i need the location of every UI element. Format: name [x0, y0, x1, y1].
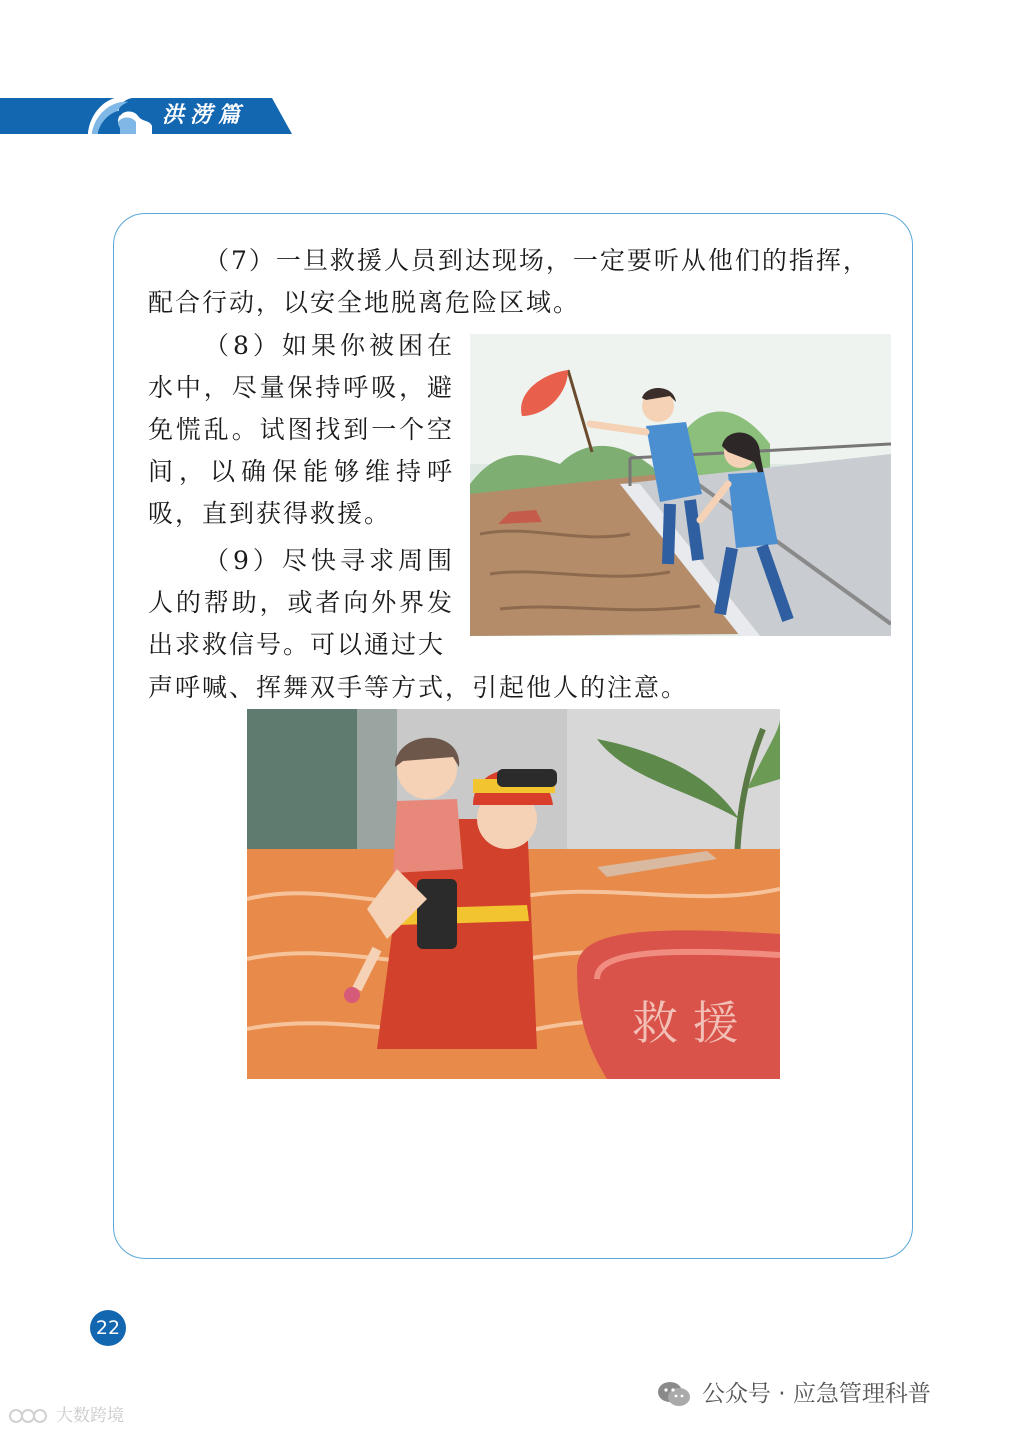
page-number: 22	[90, 1310, 126, 1346]
illustration-signaling-for-help	[470, 334, 891, 636]
boat-label: 救 援	[632, 996, 739, 1050]
watermark-official-account	[656, 1376, 931, 1412]
paragraph-9-end: 声呼喊、挥舞双手等方式，引起他人的注意。	[148, 673, 689, 702]
illustration-firefighter-rescue	[247, 709, 780, 1079]
section-title: 洪涝篇	[162, 103, 247, 128]
wechat-icon	[656, 1380, 692, 1408]
brand-logo-icon	[8, 1406, 52, 1426]
watermark-brand-text: 大数跨境	[56, 1406, 124, 1426]
paragraph-8: （8）如果你被困在水中，尽量保持呼吸，避免慌乱。试图找到一个空间，以确保能够维持呼吸，直到获得救援。	[148, 331, 454, 528]
paragraph-9-start: （9）尽快寻求周围人的帮助，或者向外界发出求救信号。可以通过大	[148, 546, 454, 659]
wave-icon	[84, 86, 154, 136]
watermark-brand	[8, 1402, 124, 1430]
paragraph-7: （7）一旦救援人员到达现场，一定要听从他们的指挥，配合行动，以安全地脱离危险区域。	[148, 246, 870, 317]
watermark-text: 公众号 · 应急管理科普	[702, 1381, 931, 1407]
